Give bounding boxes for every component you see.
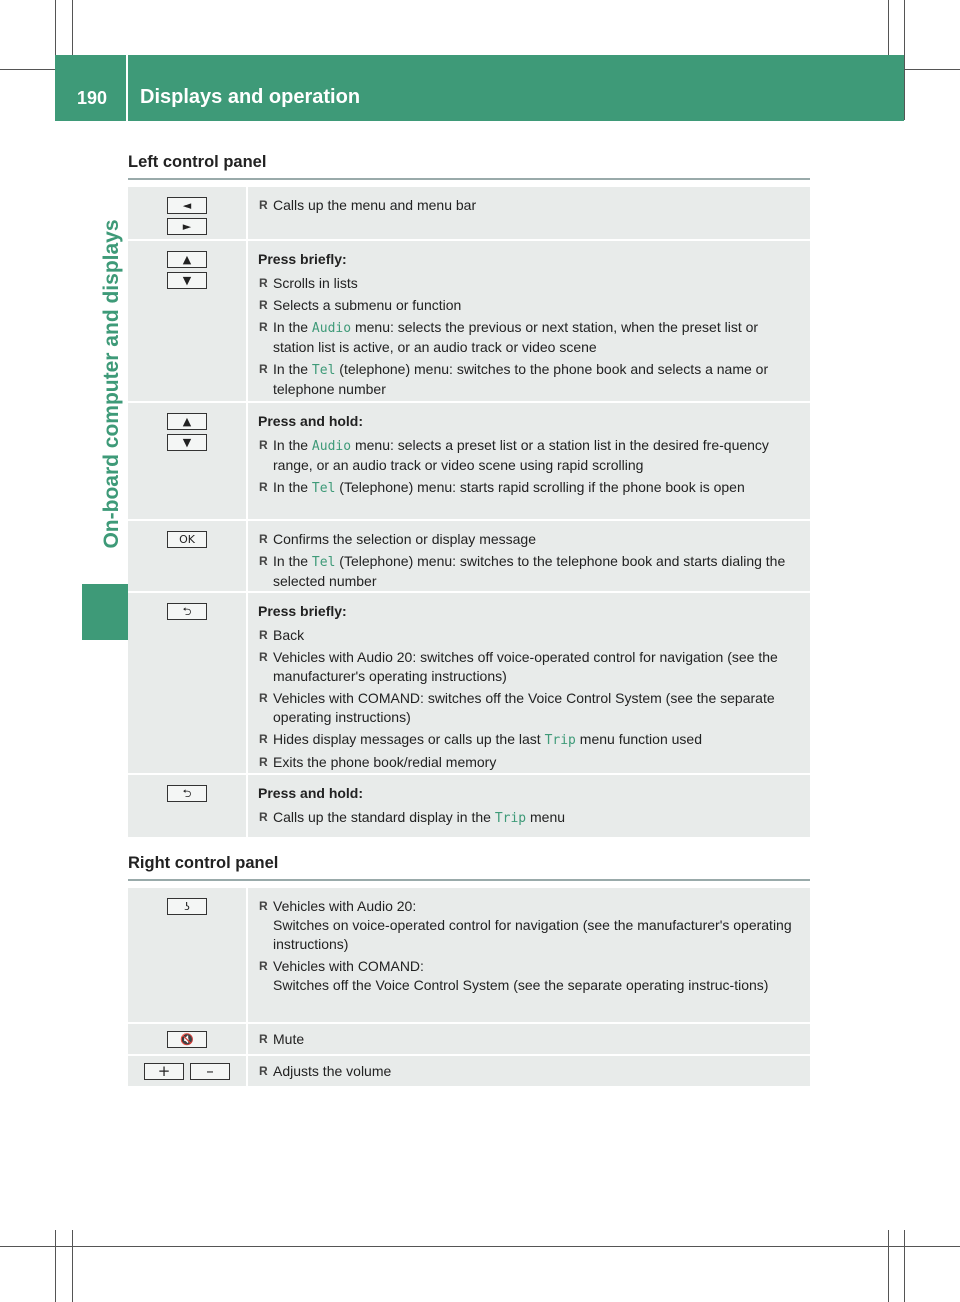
list-item: R Adjusts the volume xyxy=(258,1062,800,1081)
menu-name-audio: Audio xyxy=(311,321,352,336)
text: Hides display messages or calls up the last xyxy=(273,731,541,747)
list-item-detail: Switches on voice-operated control for navigation (see the manufacturer's operating instructions) xyxy=(273,917,792,952)
table-row xyxy=(128,521,810,593)
list-item xyxy=(258,318,800,357)
left-panel-heading: Left control panel xyxy=(128,153,267,171)
left-arrow-icon: ◄ xyxy=(167,197,207,214)
text: In the xyxy=(273,553,309,569)
list-item: R Back xyxy=(258,626,800,645)
description-cell xyxy=(248,775,810,837)
page-number: 190 xyxy=(76,88,108,108)
list-item: R Vehicles with COMAND: switches off the Voice Control System (see the separate operating instructions) xyxy=(258,689,800,727)
key-cell xyxy=(128,593,248,773)
heading-rule xyxy=(128,879,810,881)
back-button-icon: ⮌ xyxy=(167,603,207,620)
key-cell xyxy=(128,1024,248,1054)
description-cell xyxy=(248,521,810,591)
text: In the xyxy=(273,437,309,453)
right-panel-heading: Right control panel xyxy=(128,854,279,872)
key-cell xyxy=(128,521,248,591)
list-item: R Selects a submenu or function xyxy=(258,296,800,315)
up-arrow-icon: ▲ xyxy=(167,413,207,430)
left-control-table xyxy=(128,187,810,837)
down-arrow-icon: ▼ xyxy=(167,434,207,451)
text: menu function used xyxy=(579,731,702,747)
menu-name-tel: Tel xyxy=(311,363,336,378)
table-row xyxy=(128,888,810,1024)
text: (Telephone) menu: starts rapid scrolling if the phone book is open xyxy=(339,479,745,495)
text: (telephone) menu: switches to the phone book and selects a name or telephone number xyxy=(273,361,769,397)
description-cell xyxy=(248,241,810,401)
key-cell xyxy=(128,241,248,401)
description-cell xyxy=(248,403,810,519)
table-row xyxy=(128,403,810,521)
row-lead: Press and hold: xyxy=(258,785,364,801)
description-cell xyxy=(248,593,810,773)
list-item: R Confirms the selection or display message xyxy=(258,530,800,549)
menu-name-audio: Audio xyxy=(311,439,352,454)
menu-name-tel: Tel xyxy=(311,481,336,496)
list-item xyxy=(258,808,800,828)
list-item-detail: Switches off the Voice Control System (see the separate operating instruc-tions) xyxy=(273,977,769,993)
list-item xyxy=(258,730,800,750)
header-divider xyxy=(126,55,128,121)
volume-up-icon: + xyxy=(144,1063,184,1080)
list-item: R Vehicles with Audio 20: switches off voice-operated control for navigation (see the manufacturer's operating instructions) xyxy=(258,648,800,686)
list-item: R Vehicles with COMAND: xyxy=(258,957,800,976)
description-cell xyxy=(248,888,810,1022)
down-arrow-icon: ▼ xyxy=(167,272,207,289)
text: menu: selects the previous or next station, when the preset list or station list is active, or an audio track or video scene xyxy=(273,319,759,355)
key-cell xyxy=(128,775,248,837)
table-row xyxy=(128,1024,810,1056)
voice-control-icon: ʖ xyxy=(167,898,207,915)
crop-mark xyxy=(904,0,905,120)
list-item: R Scrolls in lists xyxy=(258,274,800,293)
crop-mark xyxy=(888,1230,889,1302)
crop-mark xyxy=(72,1230,73,1302)
list-item xyxy=(258,552,800,591)
table-row xyxy=(128,775,810,837)
list-item: R Calls up the menu and menu bar xyxy=(258,196,800,215)
description-cell xyxy=(248,187,810,239)
text: Calls up the standard display in the xyxy=(273,809,491,825)
list-item: R Exits the phone book/redial memory xyxy=(258,753,800,772)
key-cell xyxy=(128,403,248,519)
key-cell xyxy=(128,888,248,1022)
row-lead: Press briefly: xyxy=(258,603,347,619)
list-item: R Vehicles with Audio 20: xyxy=(258,897,800,916)
list-item xyxy=(258,478,800,498)
section-title: Displays and operation xyxy=(140,86,361,108)
table-row xyxy=(128,1056,810,1086)
text: menu: selects a preset list or a station list in the desired fre-quency range, or an audio track or video scene using rapid scrolling xyxy=(273,437,769,473)
key-cell xyxy=(128,187,248,239)
back-button-icon: ⮌ xyxy=(167,785,207,802)
list-item: R Mute xyxy=(258,1030,800,1049)
crop-mark xyxy=(904,1230,905,1302)
right-arrow-icon: ► xyxy=(167,218,207,235)
side-tab-label: On-board computer and displays xyxy=(100,219,123,549)
crop-mark xyxy=(0,1246,960,1247)
text: (Telephone) menu: switches to the telephone book and starts dialing the selected number xyxy=(273,553,786,589)
text: In the xyxy=(273,361,309,377)
menu-name-trip: Trip xyxy=(494,811,527,826)
mute-icon: 🔇 xyxy=(167,1031,207,1048)
text: menu xyxy=(530,809,566,825)
up-arrow-icon: ▲ xyxy=(167,251,207,268)
crop-mark xyxy=(55,1230,56,1302)
row-lead: Press and hold: xyxy=(258,413,364,429)
right-control-table xyxy=(128,888,810,1086)
menu-name-trip: Trip xyxy=(544,733,576,748)
description-cell xyxy=(248,1024,810,1054)
list-item xyxy=(258,360,800,399)
table-row xyxy=(128,593,810,775)
row-lead: Press briefly: xyxy=(258,251,347,267)
list-item xyxy=(258,436,800,475)
menu-name-tel: Tel xyxy=(311,555,336,570)
heading-rule xyxy=(128,178,810,180)
volume-down-icon: – xyxy=(190,1063,230,1080)
table-row xyxy=(128,241,810,403)
volume-keys xyxy=(144,1063,230,1080)
text: In the xyxy=(273,479,309,495)
table-row xyxy=(128,187,810,241)
text: In the xyxy=(273,319,309,335)
description-cell xyxy=(248,1056,810,1086)
ok-button-icon: OK xyxy=(167,531,207,548)
key-cell xyxy=(128,1056,248,1086)
